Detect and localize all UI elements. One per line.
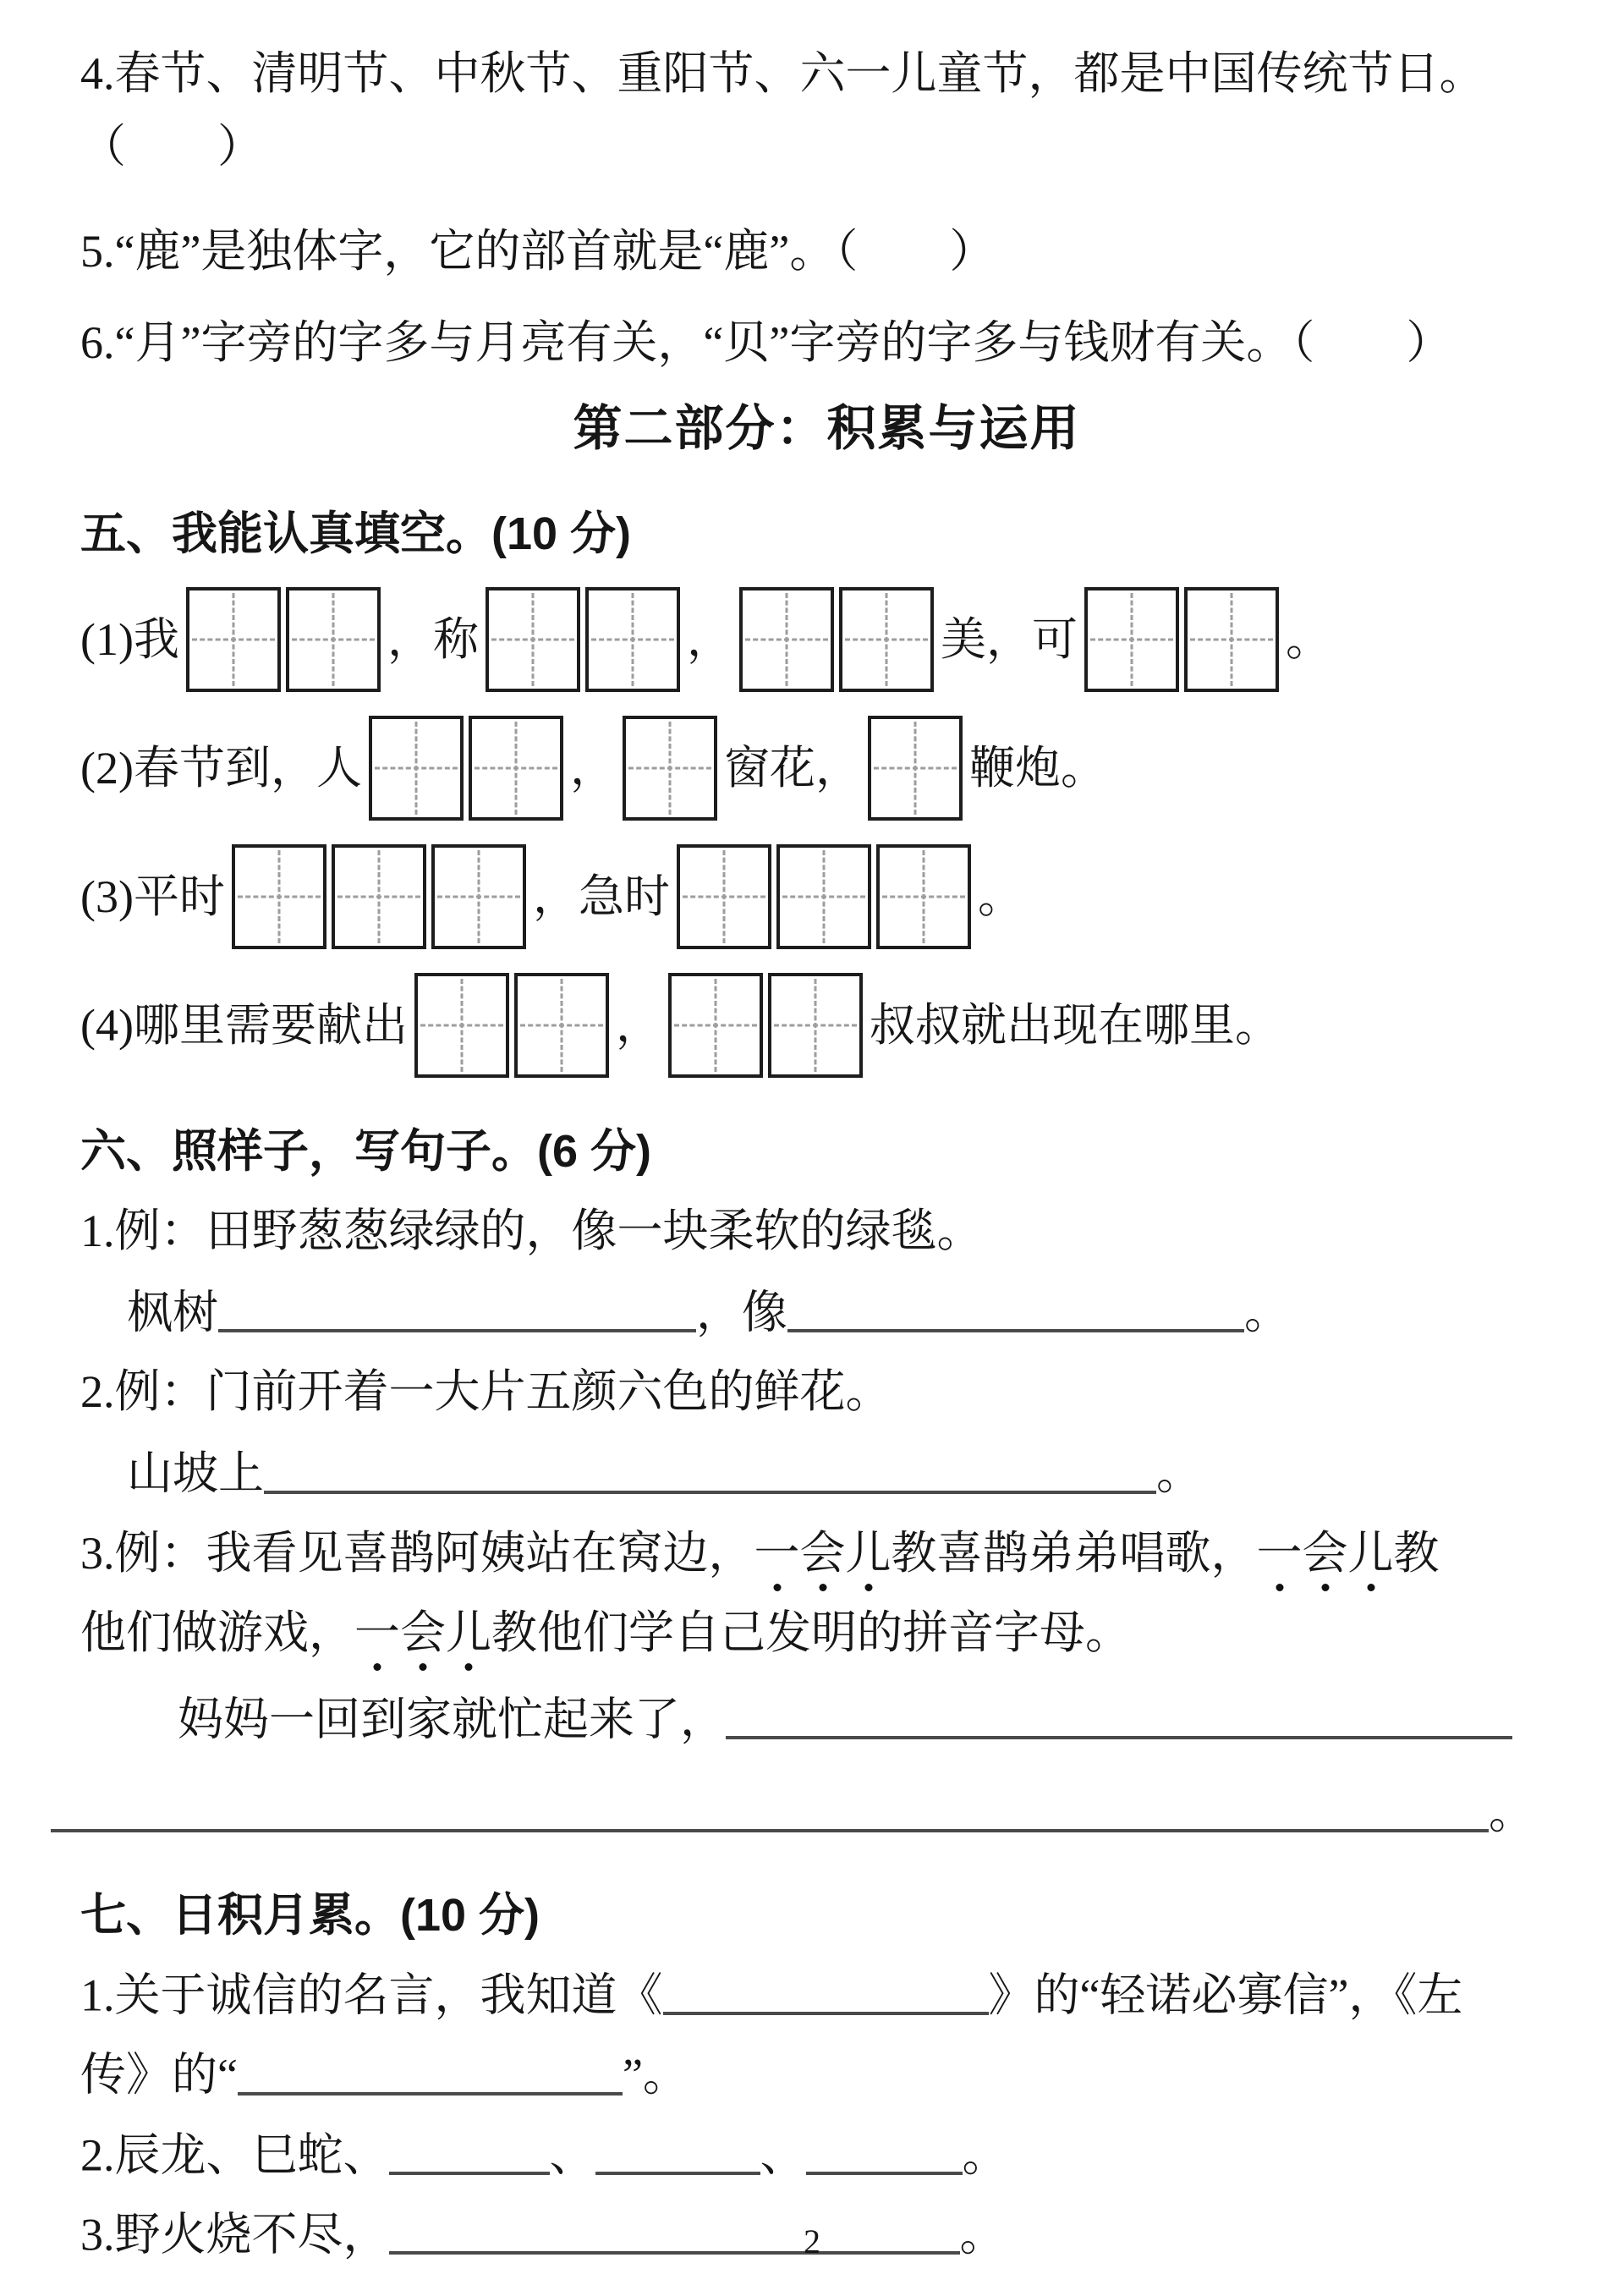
answer-blank xyxy=(218,1286,696,1332)
text-line xyxy=(80,222,1573,281)
text-line xyxy=(80,1362,1573,1421)
text-segment: (3)平时 xyxy=(80,871,225,922)
emphasized-text xyxy=(754,1528,892,1579)
emphasized-char: 会 xyxy=(1303,1524,1348,1583)
section-seven-title: 七、日积月累。(10 分) xyxy=(80,1890,540,1942)
text-segment: 。 xyxy=(1244,1287,1290,1338)
text-segment: 。 xyxy=(977,871,1023,922)
emphasized-char: 儿 xyxy=(1348,1524,1394,1583)
tian-grid-box xyxy=(514,973,609,1078)
tian-grid-box xyxy=(369,716,464,821)
tian-grid-box xyxy=(876,844,971,949)
text-line xyxy=(127,1281,1573,1342)
text-segment: 3.野火烧不尽， xyxy=(80,2209,389,2260)
text-segment: 》的“轻诺必寡信”，《左 xyxy=(988,1969,1463,2021)
text-segment: 教喜鹊弟弟唱歌， xyxy=(891,1527,1257,1579)
text-segment: 鞭炮。 xyxy=(968,743,1106,794)
text-line xyxy=(80,1524,1573,1583)
text-line xyxy=(80,2043,1573,2104)
tian-grid-group xyxy=(739,587,934,692)
text-segment: 叔叔就出现在哪里。 xyxy=(869,1000,1281,1051)
tian-grid-box xyxy=(839,587,934,692)
tian-grid-box xyxy=(469,716,563,821)
text-line xyxy=(80,2123,1573,2184)
fill-in-row xyxy=(80,716,1573,821)
tian-grid-box xyxy=(768,973,863,1078)
tian-grid-box xyxy=(431,844,526,949)
text-segment: 窗花， xyxy=(723,743,861,794)
tian-grid-box xyxy=(868,716,963,821)
text-segment: 山坡上 xyxy=(127,1447,264,1499)
fill-in-row xyxy=(80,973,1573,1078)
section-five xyxy=(80,504,1573,1078)
answer-blank xyxy=(264,1447,1156,1493)
tian-grid-box xyxy=(585,587,680,692)
emphasized-char: 一 xyxy=(754,1524,800,1583)
text-segment: ， xyxy=(569,743,616,794)
accumulation-lines xyxy=(80,1964,1573,2264)
text-segment: 称 xyxy=(432,614,479,665)
section-six xyxy=(80,1122,1573,1842)
text-segment: 1.例：田野葱葱绿绿的，像一块柔软的绿毯。 xyxy=(80,1206,983,1256)
text-segment: （ ） xyxy=(80,121,263,172)
text-segment: ， xyxy=(615,1000,661,1051)
emphasized-char: 儿 xyxy=(846,1524,892,1583)
tian-grid-box xyxy=(776,844,871,949)
answer-blank xyxy=(389,2128,550,2175)
text-segment: 6.“月”字旁的字多与月亮有关，“贝”字旁的字多与钱财有关。（ ） xyxy=(80,317,1452,368)
tian-grid-box xyxy=(286,587,381,692)
tian-grid-box xyxy=(332,844,426,949)
emphasized-char: 一 xyxy=(1257,1524,1303,1583)
tian-grid-box xyxy=(1084,587,1179,692)
part2-section-title: 第二部分：积累与运用 xyxy=(573,401,1081,456)
answer-blank xyxy=(595,2128,760,2175)
fill-in-row xyxy=(80,587,1573,692)
section-six-title: 六、照样子，写句子。(6 分) xyxy=(80,1126,651,1177)
text-segment: 。 xyxy=(1156,1447,1202,1499)
tian-grid-box xyxy=(486,587,580,692)
section-seven xyxy=(80,1886,1573,2264)
text-segment: 枫树 xyxy=(127,1287,218,1338)
emphasized-char: 会 xyxy=(400,1603,446,1662)
text-segment: (4)哪里需要献出 xyxy=(80,1000,408,1051)
text-segment: ”。 xyxy=(622,2049,689,2101)
text-line xyxy=(178,1688,1573,1749)
tian-grid-box xyxy=(1184,587,1279,692)
section-five-title: 五、我能认真填空。(10 分) xyxy=(80,508,632,559)
text-segment: 4.春节、清明节、中秋节、重阳节、六一儿童节，都是中国传统节日。 xyxy=(80,48,1485,99)
text-segment: 教他们学自己发明的拼音字母。 xyxy=(491,1607,1131,1658)
tian-grid-group xyxy=(668,973,863,1078)
text-segment: ， xyxy=(387,614,433,665)
tian-grid-box xyxy=(414,973,509,1078)
answer-blank xyxy=(663,1969,989,2015)
text-segment: (1)我 xyxy=(80,614,179,665)
text-segment: 。 xyxy=(962,2129,1008,2181)
tian-grid-group xyxy=(232,844,526,949)
text-segment: 、 xyxy=(760,2129,806,2181)
tian-grid-group xyxy=(486,587,680,692)
answer-blank xyxy=(51,1786,1489,1832)
emphasized-char: 儿 xyxy=(446,1603,491,1662)
judgement-questions xyxy=(80,44,1573,372)
emphasized-text xyxy=(354,1607,491,1658)
text-line xyxy=(127,1442,1573,1502)
tian-grid-group xyxy=(186,587,381,692)
emphasized-char: 一 xyxy=(354,1603,400,1662)
tian-grid-box xyxy=(668,973,763,1078)
text-segment: 。 xyxy=(1285,614,1331,665)
text-segment: ，急时 xyxy=(532,871,670,922)
text-segment: 2.例：门前开着一大片五颜六色的鲜花。 xyxy=(80,1366,892,1418)
answer-blank xyxy=(726,1693,1512,1739)
tian-grid-box xyxy=(677,844,771,949)
text-segment: 3.例：我看见喜鹊阿姨站在窝边， xyxy=(80,1527,754,1579)
fill-in-row xyxy=(80,844,1573,949)
tian-grid-box xyxy=(186,587,281,692)
tian-grid-box xyxy=(232,844,326,949)
text-segment: 他们做游戏， xyxy=(80,1607,354,1658)
text-segment: 1.关于诚信的名言，我知道《 xyxy=(80,1969,663,2021)
text-line xyxy=(80,1964,1573,2024)
tian-grid-group xyxy=(677,844,971,949)
text-line xyxy=(80,313,1573,372)
text-segment: 。 xyxy=(1489,1787,1534,1838)
tian-grid-box xyxy=(623,716,717,821)
fill-in-grid-rows xyxy=(80,587,1573,1078)
text-segment: ， xyxy=(686,614,732,665)
emphasized-text xyxy=(1257,1528,1394,1579)
answer-blank xyxy=(238,2048,623,2095)
tian-grid-group xyxy=(868,716,963,821)
text-segment: 美，可 xyxy=(940,614,1078,665)
text-segment: 妈妈一回到家就忙起来了， xyxy=(178,1693,726,1744)
tian-grid-group xyxy=(1084,587,1279,692)
text-line xyxy=(80,44,1573,103)
text-line xyxy=(51,1781,1573,1842)
answer-blank xyxy=(787,1286,1244,1332)
text-segment: ，像 xyxy=(696,1287,787,1338)
text-segment: (2)春节到，人 xyxy=(80,743,362,794)
sentence-writing-lines xyxy=(80,1201,1573,1842)
tian-grid-group xyxy=(623,716,717,821)
text-segment: 。 xyxy=(959,2209,1006,2260)
tian-grid-group xyxy=(414,973,609,1078)
text-line xyxy=(80,1201,1573,1261)
text-segment: 5.“鹿”是独体字，它的部首就是“鹿”。（ ） xyxy=(80,226,996,277)
emphasized-char: 会 xyxy=(800,1524,846,1583)
answer-blank xyxy=(806,2128,963,2175)
tian-grid-group xyxy=(369,716,563,821)
text-segment: 2.辰龙、巳蛇、 xyxy=(80,2129,389,2181)
page-number: 2 xyxy=(804,2222,820,2260)
tian-grid-box xyxy=(739,587,834,692)
text-segment: 传》的“ xyxy=(80,2049,238,2101)
text-segment: 教 xyxy=(1393,1527,1440,1579)
text-line xyxy=(80,117,1573,176)
text-line xyxy=(80,1603,1573,1662)
text-segment: 、 xyxy=(549,2129,595,2181)
